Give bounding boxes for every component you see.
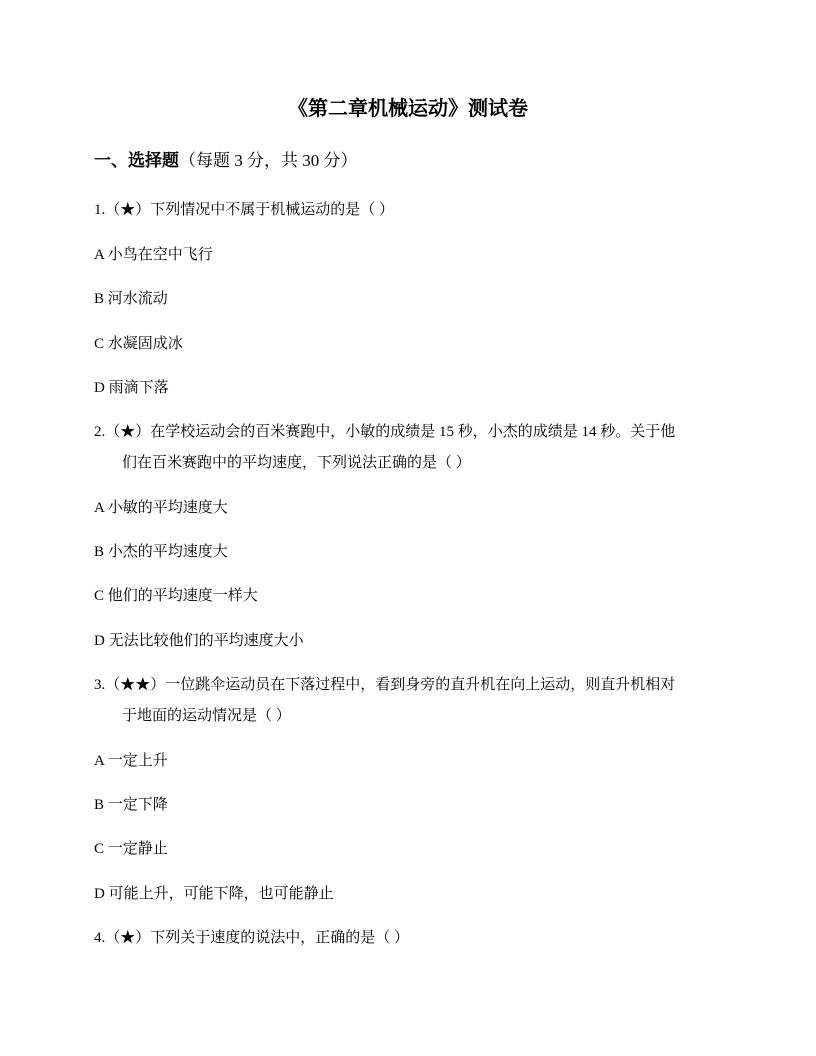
question-2-option-b: B 小杰的平均速度大 xyxy=(94,544,228,560)
difficulty-stars: （★） xyxy=(105,930,151,946)
question-number: 3. xyxy=(94,677,106,693)
question-2-option-d: D 无法比较他们的平均速度大小 xyxy=(94,633,304,649)
question-1-stem xyxy=(94,199,394,221)
question-1-option-d: D 雨滴下落 xyxy=(94,380,169,396)
section-title: 一、选择题 xyxy=(94,151,179,170)
question-text: 下列关于速度的说法中，正确的是（ ） xyxy=(150,930,410,946)
section-scoring-note: （每题 3 分，共 30 分） xyxy=(179,151,358,170)
question-1-option-a: A 小鸟在空中飞行 xyxy=(94,247,213,263)
difficulty-stars: （★） xyxy=(105,424,151,440)
question-4-stem xyxy=(94,927,409,949)
question-2-option-c: C 他们的平均速度一样大 xyxy=(94,588,258,604)
question-2-option-a: A 小敏的平均速度大 xyxy=(94,500,228,516)
question-1-option-b: B 河水流动 xyxy=(94,291,168,307)
question-3-option-b: B 一定下降 xyxy=(94,797,168,813)
question-3-option-c: C 一定静止 xyxy=(94,841,168,857)
question-number: 4. xyxy=(94,930,106,946)
page-title: 《第二章机械运动》测试卷 xyxy=(288,98,528,120)
question-text: 在学校运动会的百米赛跑中，小敏的成绩是 15 秒，小杰的成绩是 14 秒。关于他 xyxy=(150,424,676,440)
difficulty-stars: （★★） xyxy=(105,677,166,693)
question-1-option-c: C 水凝固成冰 xyxy=(94,336,183,352)
question-3-option-d: D 可能上升，可能下降，也可能静止 xyxy=(94,886,334,902)
question-2-stem-continuation: 们在百米赛跑中的平均速度，下列说法正确的是（ ） xyxy=(122,455,471,471)
difficulty-stars: （★） xyxy=(105,202,151,218)
question-number: 1. xyxy=(94,202,106,218)
question-3-stem-continuation: 于地面的运动情况是（ ） xyxy=(122,708,291,724)
question-2-stem xyxy=(94,421,675,443)
question-number: 2. xyxy=(94,424,106,440)
question-text: 一位跳伞运动员在下落过程中，看到身旁的直升机在向上运动，则直升机相对 xyxy=(165,677,676,693)
question-3-option-a: A 一定上升 xyxy=(94,753,168,769)
question-text: 下列情况中不属于机械运动的是（ ） xyxy=(150,202,395,218)
question-3-stem xyxy=(94,674,675,696)
section-heading xyxy=(94,148,358,174)
